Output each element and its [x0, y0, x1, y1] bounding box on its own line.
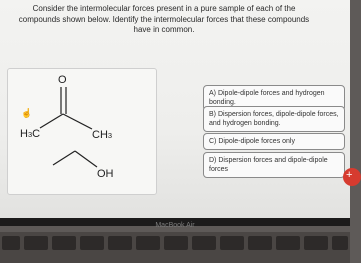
- key: [276, 236, 300, 250]
- hand-cursor-icon: ☝: [21, 108, 33, 118]
- key: [108, 236, 132, 250]
- key: [332, 236, 348, 250]
- key: [220, 236, 244, 250]
- ketone-right-bond: [63, 114, 92, 129]
- methyl-right-label: CH3: [92, 129, 113, 141]
- option-c[interactable]: C) Dipole-dipole forces only: [203, 133, 345, 150]
- question-text: Consider the intermolecular forces present in a pure sample of each of the compounds shown below. Identify the intermolecular forces that these compounds have in common.: [18, 4, 310, 34]
- key: [192, 236, 216, 250]
- methyl-left-label: H3C: [20, 128, 41, 140]
- key: [304, 236, 328, 250]
- oxygen-atom: O: [58, 74, 67, 86]
- option-a[interactable]: A) Dipole-dipole forces and hydrogen bonding.: [203, 85, 345, 111]
- hydroxyl-label: OH: [97, 168, 114, 180]
- floating-action-button[interactable]: [343, 168, 361, 186]
- key: [164, 236, 188, 250]
- option-b[interactable]: B) Dispersion forces, dipole-dipole forces, and hydrogen bonding.: [203, 106, 345, 132]
- option-d[interactable]: D) Dispersion forces and dipole-dipole forces: [203, 152, 345, 178]
- key: [80, 236, 104, 250]
- ketone-left-bond: [40, 114, 63, 128]
- key: [52, 236, 76, 250]
- key: [136, 236, 160, 250]
- key: [24, 236, 48, 250]
- plus-icon: +: [346, 169, 353, 181]
- key: [2, 236, 20, 250]
- molecule-panel: [7, 68, 157, 195]
- key: [248, 236, 272, 250]
- laptop-brand: MacBook Air: [155, 222, 195, 229]
- alcohol-bond-1: [53, 151, 75, 165]
- alcohol-bond-2: [75, 151, 97, 167]
